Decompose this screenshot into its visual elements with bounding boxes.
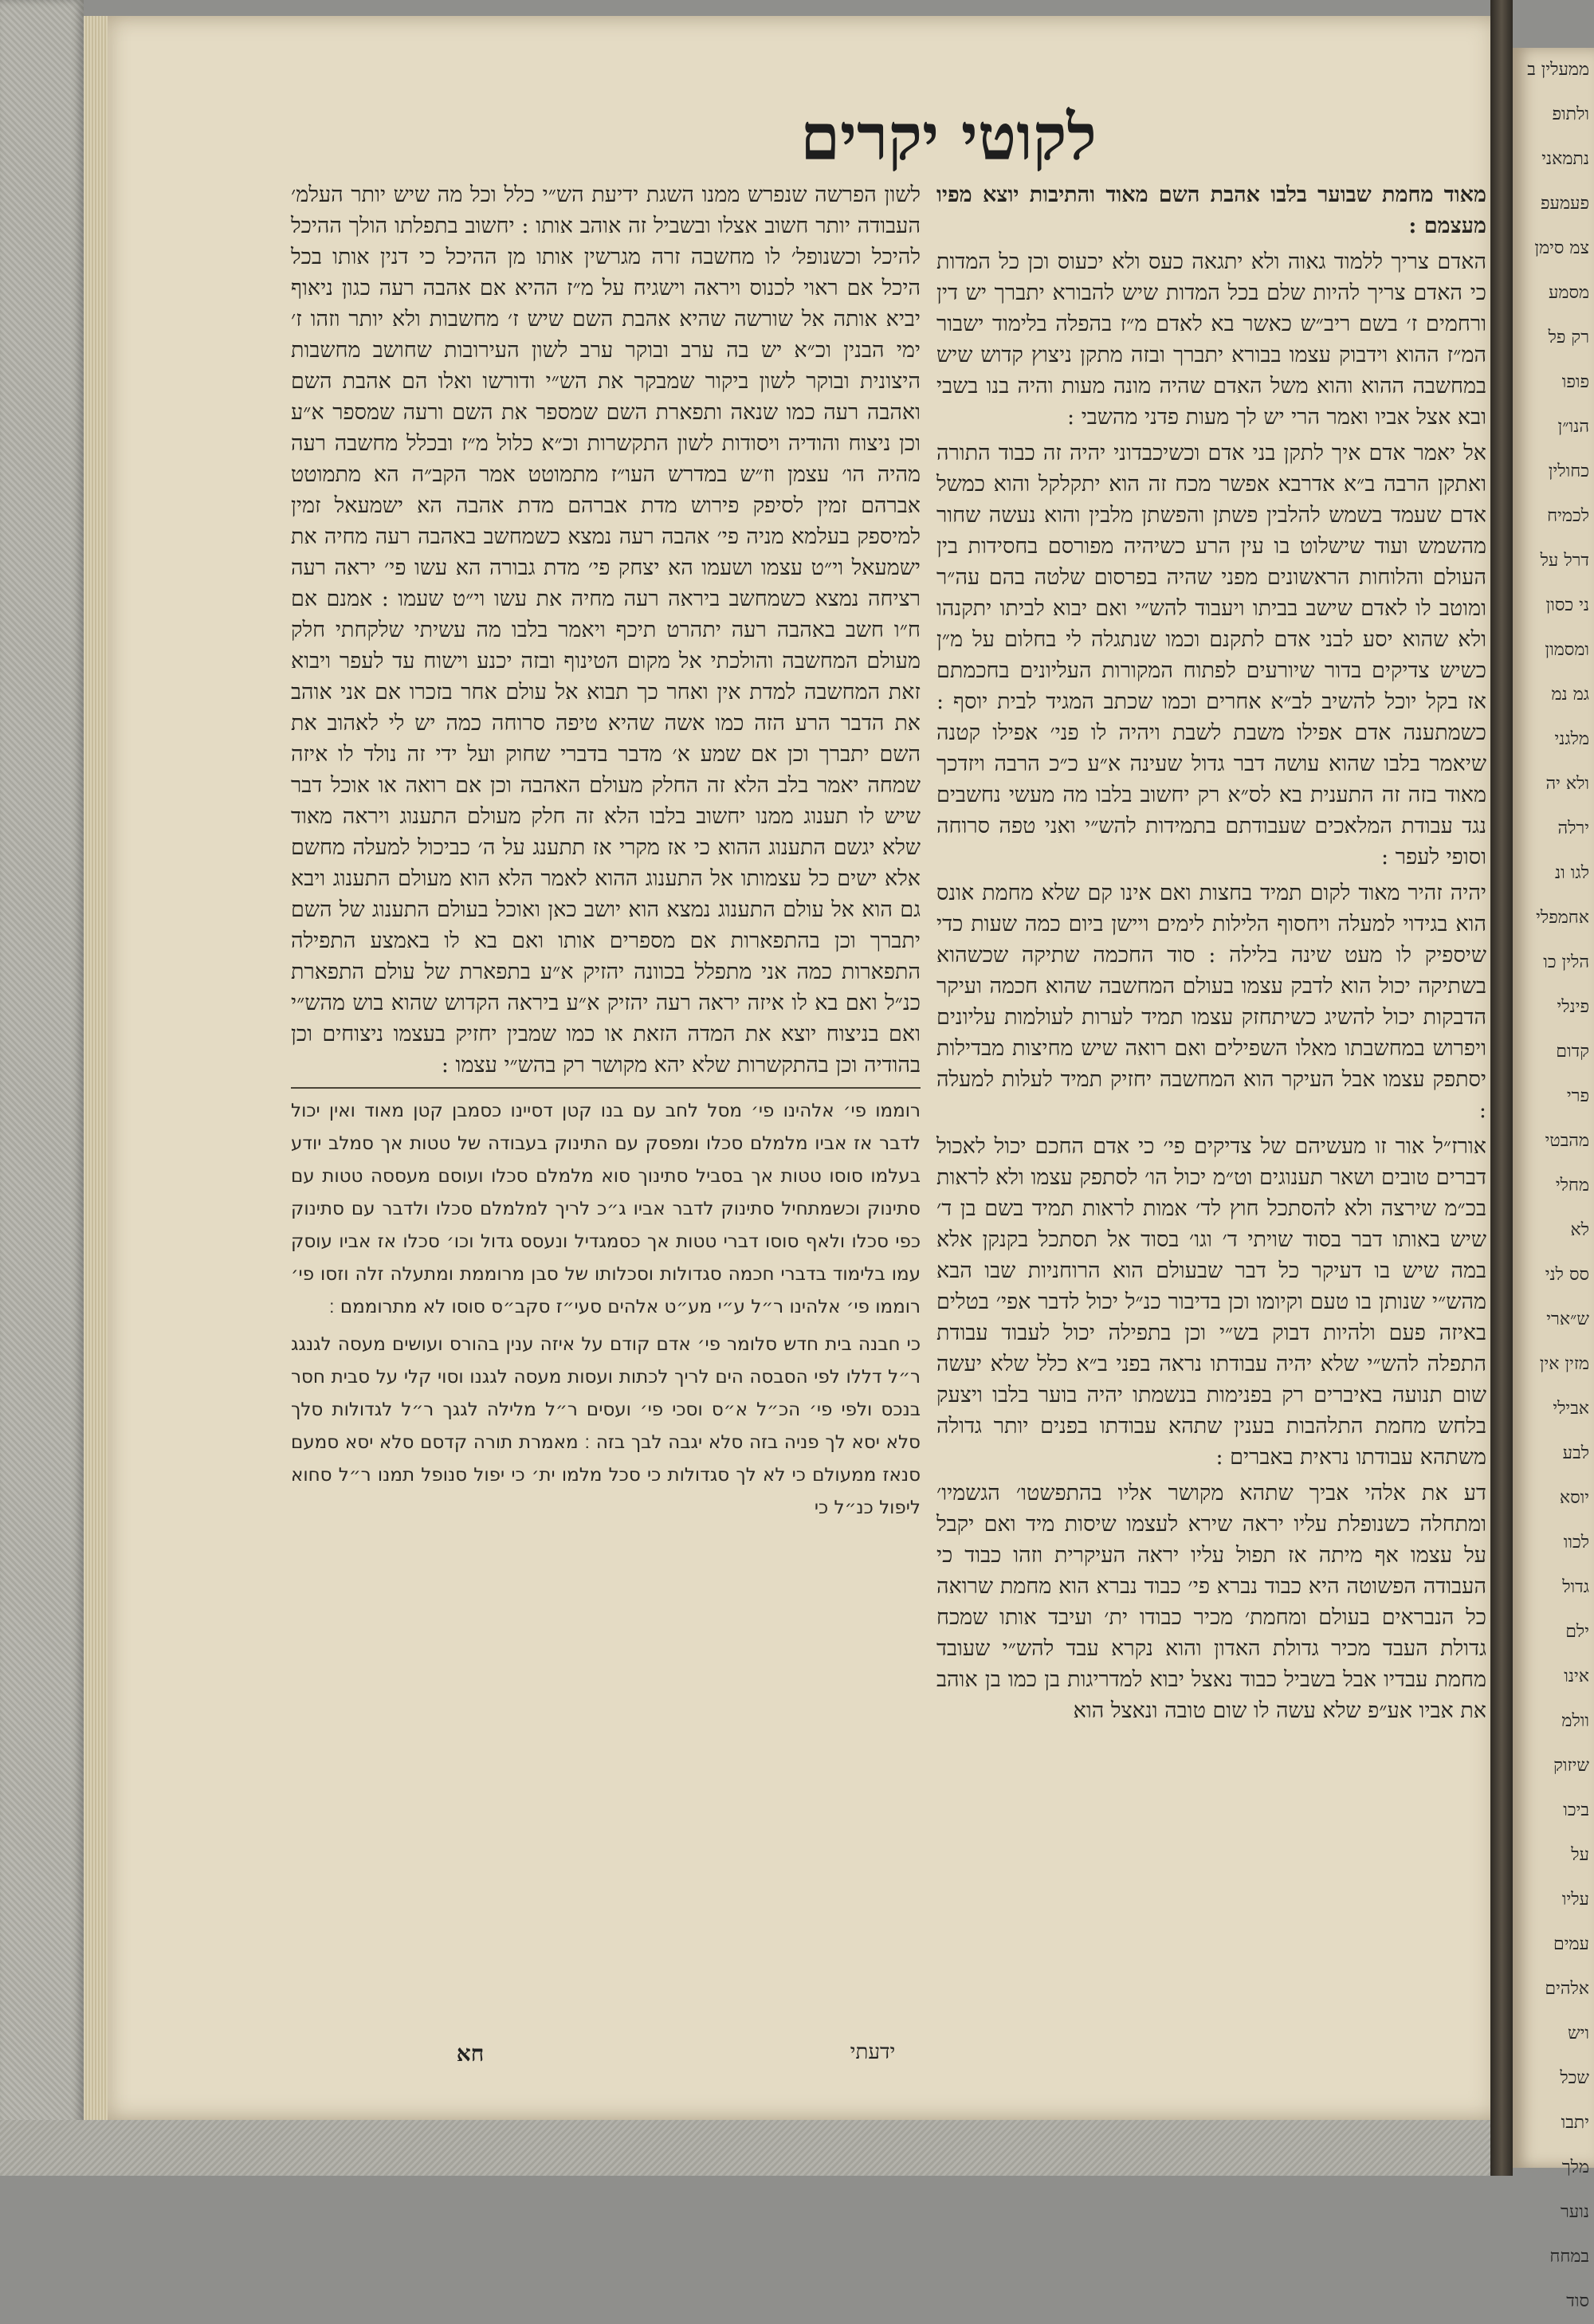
- facing-page-line: אחמפלי: [1536, 908, 1589, 928]
- paragraph: האדם צריך ללמוד גאוה ולא יתגאה כעס ולא יכעוס וכן כל המדות כי האדם צריך להיות שלם בכל המדות שיש להבורא יתברך יש דין ורחמים ז׳ בשם ריב״ש כאשר בא לאדם מ״ז בהפלה בלימוד ישבור המ״ז ההוא וידבוק עצמו בבורא יתברך ובזה מתקן ניצוץ קדוש שיש במחשבה ההוא והוא משל האדם שהיה מונה מעות והיה בנו בשבי ובא אצל אביו ואמר הרי יש לך מעות פדני מהשבי :: [936, 249, 1486, 430]
- page-stack-edge: [84, 16, 108, 2120]
- paragraph: דע את אלהי אביך שתהא מקושר אליו בהתפשטו׳ הגשמיו׳ ומתחלה כשנופלת עליו יראה שירא לעצמו שיסות מיד ואם יקבל על עצמו אף מיתה אז תפול עליו יראה העיקרית וזהו כבוד כי העבודה הפשוטה היא כבוד נברא פי׳ כבוד נברא הוא מחמת שרואה כל הנבראים בעולם ומחמת׳ מכיר כבודו ית׳ ועיבד אותו שמכח גדולת העבד מכיר גדולת האדון והוא נקרא עבד להש״י שעובד מחמת עבדיו אבל בשביל כבוד נאצל יבוא למדריגות בן כמו בן אוהב את אביו אע״פ שלא עשה לו שום טובה ונאצל הוא: [936, 1481, 1486, 1723]
- facing-page-line: פינלי: [1557, 997, 1589, 1017]
- facing-page-line: דרל על: [1540, 551, 1589, 571]
- signature-mark: חא: [456, 2040, 485, 2067]
- facing-page-line: עליו: [1561, 1890, 1589, 1910]
- facing-page-line: במחח: [1549, 2247, 1589, 2267]
- facing-page-line: ומסמון: [1545, 640, 1589, 660]
- facing-page-line: קדום: [1556, 1042, 1589, 1062]
- facing-page-line: פעמעפ: [1541, 194, 1589, 214]
- facing-page-line: מזין אין: [1539, 1354, 1589, 1374]
- facing-page-line: לכמיח: [1547, 506, 1589, 526]
- book-cover-cloth-bottom: [0, 2120, 1513, 2176]
- facing-page-line: אלהים: [1545, 1979, 1589, 1999]
- paragraph: יהיה זהיר מאוד לקום תמיד בחצות ואם אינו קם שלא מחמת אונס הוא בגידוי למעלה ויחסוף הלילות לימים ויישן ביום כמה שעות כדי שיספיק לו מעט שינה בלילה : סוד החכמה שתיקה שכשהוא בשתיקה יכול הוא לדבק עצמו בעולם המחשבה שהוא חכמה ועיקר הדבקות יכול להשיג כשיתחזק עצמו תמיד לערות לעולמות עליונים ויפרוש במחשבתו מאלו השפילים ואם רואה שיש מחיצות מבדילות יסתפק עצמו אבל העיקר הוא המחשבה יחזיק תמיד לעלות למעלה :: [936, 881, 1486, 1123]
- facing-page-line: רק פל: [1548, 328, 1589, 347]
- right-text-column: [936, 179, 1486, 2036]
- catchword: ידעתי: [850, 2040, 896, 2064]
- paragraph: אורז״ל אור זו מעשיהם של צדיקים פי׳ כי אדם החכם יכול לאכול דברים טובים ושאר תענוגים וט״מ יכול הו׳ לסתפק עצמו ולא לראות בכ״מ שירצה ולא להסתכל חוץ לד׳ אמות לראות תמיד בשם בן ד׳ שיש באותו דבר בסוד שויתי ד׳ וגו׳ בסוד אל תסתכל בקנקן אלא במה שיש בו דעיקר כל דבר שבעולם הוא הרוחניות שבו הבא מהש״י שנותן בו טעם וקיומו וכן בדיבור כנ״ל יכול לדבר אפי׳ בטלים באיזה פעם ולהיות דבוק בש״י וכן בתפילה יכול לעבוד עבודת התפלה להש״י שלא יהיה עבודתו נראה בפני ב״א כלל שלא יעשה שום תנועה באיברים רק בפנימות בנשמתו יהיה בוער בלבו ויצעק בלחש מחמת התלהבות בענין שתהא עבודתו בפנים יותר גדולה משתהא עבודתו נראית באברים :: [936, 1134, 1486, 1470]
- facing-page-line: יתבו: [1561, 2113, 1589, 2133]
- facing-page-line: ולא יה: [1545, 774, 1589, 794]
- facing-page-line: סס לני: [1545, 1265, 1589, 1285]
- facing-page-line: לכוו: [1563, 1533, 1589, 1553]
- facing-page-line: מלך: [1561, 2157, 1589, 2177]
- facing-page-line: ילם: [1565, 1622, 1589, 1642]
- facing-page-line: פרי: [1566, 1086, 1589, 1106]
- facing-page-line: ולתופ: [1552, 104, 1589, 124]
- facing-page-line: שיזוק: [1553, 1756, 1589, 1776]
- facing-page-line: מלגני: [1554, 729, 1589, 749]
- facing-page-line: עמים: [1553, 1934, 1589, 1954]
- facing-page-line: גדול: [1562, 1577, 1589, 1597]
- commentary-note: רוממו פי׳ אלהינו פי׳ מסל לחב עם בנו קטן דסיינו כסמבן קטן מאוד ואין יכול לדבר אז אביו מלמלם סכלו ומפסק עם התינוק בעבודה של טטות אך סמלב יודע בעלמו סוסו טטות אך בסביל סתינוך סוא מלמלם סכלו ועוסם מעססה טטות עם סתינוק וכשמתחיל סתינוק לדבר אביו ג״כ לריך למלמלם סכלו ולדבר עם סתינוק כפי סכלו ולאף סוסו דברי טטות אך כסמגדיל ונעסס גדול וכו׳ סכלו אז אביו עוסק עמו בלימוד בדברי חכמה סגדולות וסכלותו של סבן מרוממת ומתעלה זלה וזסו פי׳ רוממו פי׳ אלהינו ר״ל ע״י מע״ט אלהים סעי״ז סקב״ס סוסו לא מתרוממם ׃: [291, 1101, 921, 1317]
- facing-page-line: שכל: [1560, 2068, 1589, 2088]
- facing-page-line: פופו: [1561, 372, 1589, 392]
- facing-page-line: סוד: [1566, 2291, 1589, 2311]
- facing-page-line: גמ נמ: [1551, 685, 1589, 705]
- book-cover-cloth-left: [0, 0, 84, 2176]
- facing-page-line: הנו״ן: [1557, 417, 1589, 437]
- facing-page-line: לא: [1570, 1220, 1589, 1240]
- section-divider: [291, 1087, 921, 1089]
- paragraph: מאוד מחמת שבוער בלבו אהבת השם מאוד והתיבות יוצא מפיו מעצמם :: [936, 183, 1486, 238]
- facing-page-line: ממעלין ב: [1527, 60, 1589, 80]
- facing-page-line: ירלה: [1557, 819, 1589, 838]
- left-text-column: [291, 179, 921, 2036]
- facing-page-line: על: [1571, 1845, 1589, 1865]
- facing-page-line: הלין כו: [1543, 952, 1589, 972]
- facing-page-line: נתמאני: [1541, 149, 1589, 169]
- facing-page-line: ש״ארי: [1546, 1309, 1589, 1329]
- book-gutter: [1490, 0, 1513, 2176]
- facing-page-line: מהבטי: [1545, 1131, 1589, 1151]
- facing-page-line: מסמע: [1548, 283, 1589, 303]
- facing-page-line: לגו ונ: [1555, 863, 1589, 883]
- facing-page-line: לבע: [1562, 1443, 1589, 1463]
- facing-page-line: אבילי: [1553, 1399, 1589, 1419]
- facing-page-line: וולמ: [1561, 1711, 1589, 1731]
- paragraph: לשון הפרשה שנפרש ממנו השגת ידיעת הש״י כלל וכל מה שיש יותר העלמ׳ העבודה יותר חשוב אצלו ובשביל זה אוהב אותו : יחשוב בתפלתו הולך ההיכל להיכל וכשנופל׳ לו מחשבה זרה מגרשין אותו מן ההיכל כי דנין אותו בכל היכל אם ראוי לכנוס ויראה וישגיח על מ״ז ההיא אם אהבה רעה כגון ניאוף יביא אותה אל שורשה שהיא אהבת השם שיש ז׳ מחשבות ולא יותר וזהו ז׳ ימי הבנין וכ״א יש בה ערב ובוקר ערב לשון העירובות שחושב מחשבות היצונית ובוקר לשון ביקור שמבקר את הש״י ודורשו ואלו הם אהבת השם ואהבה רעה כמו שנאה ותפארת השם שמספר את השם ורעה שמספר א״ע וכן ניצוח והודיה ויסודות לשון התקשרות וכ״א כלול מ״ז ובכלל מחשבה רעה מהיה הו׳ עצמן וז״ש במדרש העו״ז מתמוטט אמר הקב״ה הא מתמוטט אברהם זמין לסיפק פירוש מדת אברהם מדת אהבה הא ישמעאל זמין למיספק בעלמא מניה פי׳ אהבה רעה נמצא כשמחשב באהבה רעה מחיה את ישמעאל וי״ט עצמו ושעמו הא יצחק פי׳ מדת גבורה הא עשו פי׳ יראה רעה רציחה נמצא כשמחשב ביראה רעה מחיה את עשו וי״ט שעמו : אמנם אם ח״ו חשב באהבה רעה יתהרט תיכף ויאמר בלבו מה עשיתי שלקחתי חלק מעולם המחשבה והולכתי אל מקום הטינוף ובזה יכנע וישוח עד לעפר ויבוא זאת המחשבה למדת אין ואחר כך תבוא אל עולם אחר בזכרו אם אני אוהב את הדבר הרע הזה כמו אשה שהיא טיפה סרוחה כמה יש לי לאהוב את השם יתברך וכן אם שמע א׳ מדבר בדברי שחוק ועל ידי זה נולד לו איזה שמחה יאמר בלב הלא זה החלק מעולם האהבה וכן אם רואה או אוכל דבר שיש לו תענוג ממנו יחשוב בלבו הלא זה חלק מעולם התענוג ויראה מאוד שלא יגשם התענוג ההוא כי אז מקרי אז תתענג על ה׳ כביכול למעלה מחשם אלא ישים כל עצמותו אל התענוג ההוא לאמר הלא הוא מעולם התענוג ויבא גם הוא אל עולם התענוג נמצא הוא יושב כאן ואוכל בעולם התענוג של השם יתברך וכן בהתפארות אם מספרים אותו ואם בא לו באמצע התפילה התפארות כמה אני מתפלל בכוונה יהזיק א״ע בתפארת של עולם התפארת כנ״ל ואם בא לו איזה יראה רעה יהזיק א״ע ביראה הקדוש שהוא בוש מהש״י ואם בניצוח יוצא את המדה הזאת או כמו שמבין יחזיק בעצמו ניצוחים וכן בהודיה וכן בהתקשרות שלא יהא מקושר רק בהש״י עצמו :: [291, 183, 921, 1078]
- paragraph: אל יאמר אדם איך לתקן בני אדם וכשיכבדוני יהיה זה כבוד התורה ואתקן הרבה ב״א אדרבא אפשר מכח זה הוא יתקלקל והוא כמשל אדם שעמד בשמש להלבין פשתן והפשתן מלבין והוא נעשה שחור מהשמש ועוד שישלוט בו עין הרע כשיהיה מפורסם בחסידות בין העולם והלוחות הראשונים מפני שהיה בפרסום שלטה בהם עה״ר ומוטב לו לאדם שישב בביתו ויעבוד להש״י ואם יבוא לביתו יתקנהו ולא שהוא יסע לבני אדם לתקנם וכמו שנתגלה לי בחלום על מ״ן כשיש צדיקים בדור שיורעים לפתוח המקורות העליונים בחכמתם אז בקל יוכל להשיב לב״א אחרים וכמו שכתב המגיד לבית יוסף : כשמתענה אדם אפילו משבת לשבת ויהיה לו פני׳ אפילו קטנה שיאמר בלבו שהוא עושה דבר גדול שעינה א״ע כ״כ הרבה ויזדכך מאוד בזה זה התענית בא לס״א רק יחשוב בלבו מה מעשי נחשבים נגד עבודת המלאכים שעבודתם בתמידות להש״י ואני טפה סרוחה וסופי לעפר :: [936, 441, 1486, 870]
- facing-page-line: ויש: [1568, 2024, 1589, 2043]
- facing-page-line: כחולין: [1548, 461, 1589, 481]
- facing-page-text: [1513, 48, 1594, 2324]
- facing-page-line: נוער: [1560, 2202, 1589, 2222]
- facing-page-line: אינו: [1564, 1666, 1589, 1686]
- commentary-note: כי חבנה בית חדש סלומר פי׳ אדם קודם על איזה ענין בהורס ועושים מעסה לגנגג ר״ל דללו לפי הסבסה הים לריך לכתות ועסות מעסה לגגנו וסוי קלי על סבית חסר בנכס ולפי פי׳ הכ״ל א״ס וסכי פי׳ ועסים ר״ל מלילה לגגך ר״ל לגדולות סלך סלא יסא לך פניה בזה סלא יגבה לבך בזה ׃ מאמרת תורה קדסם סלא יסא סמעם סנאז ממעולם כי לא לך סגדולות כי סכל מלמו ית׳ כי יפול סנופל תמנו ר״ל סחוא ליפול כנ״ל כי: [291, 1334, 921, 1518]
- facing-page-line: מחלי: [1555, 1176, 1589, 1195]
- facing-page-line: יוסא: [1559, 1488, 1589, 1508]
- facing-page-line: ני כסון: [1545, 595, 1589, 615]
- facing-page-line: צמ סימן: [1534, 238, 1589, 258]
- facing-page-edge: [1513, 48, 1594, 2311]
- page-title: לקוטי יקרים: [800, 100, 1097, 175]
- facing-page-line: ביכו: [1563, 1800, 1589, 1820]
